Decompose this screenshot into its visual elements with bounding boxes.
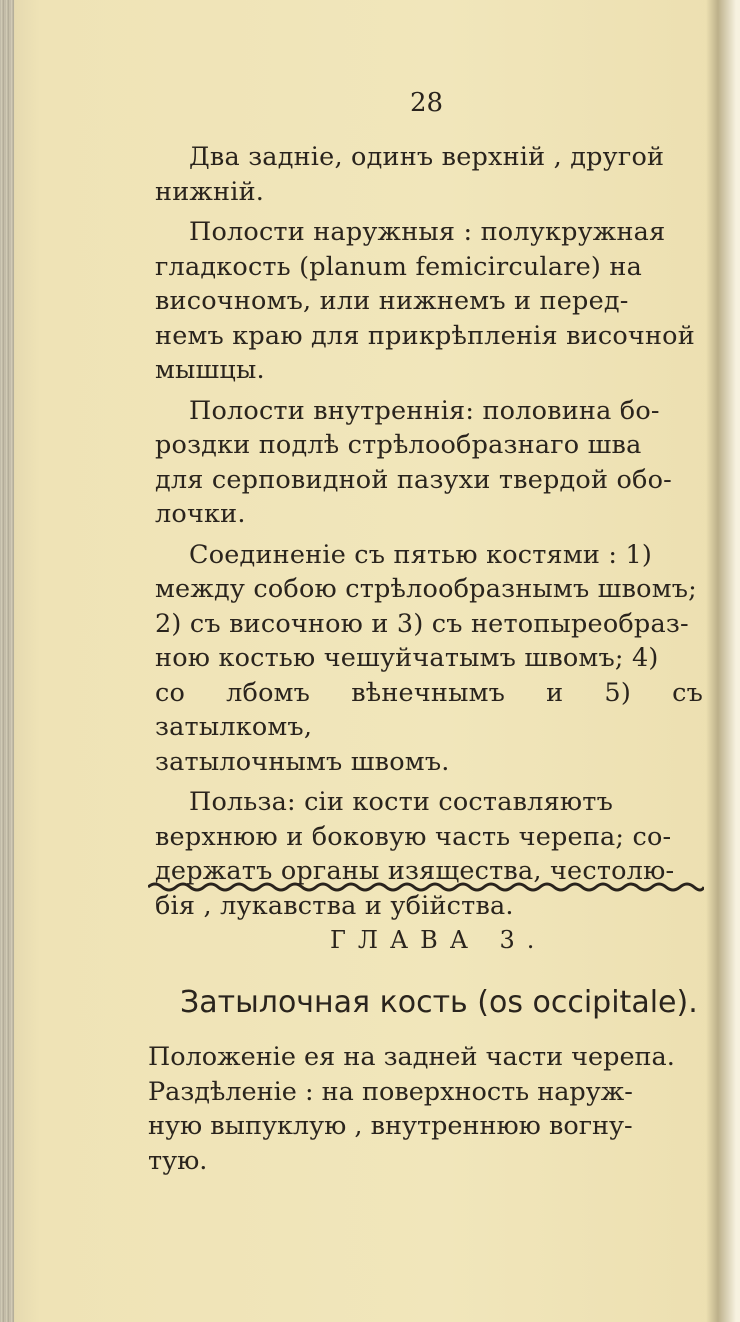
chapter-heading: ГЛАВА 3.	[330, 926, 547, 954]
page-edge-left	[0, 0, 14, 1322]
paragraph: Соединеніе съ пятью костями : 1) между собою стрѣлообразнымъ швомъ; 2) съ височною и 3) съ нетопыреобраз- ною костью чешуйчатымъ швомъ; 4) со лбомъ вѣнечнымъ и 5) съ затылкомъ, затылочнымъ швомъ.	[155, 539, 703, 777]
paragraph: Положеніе ея на задней части черепа. Раздѣленіе : на поверхность наруж- ную выпуклую , внутреннюю вогну- тую.	[148, 1042, 675, 1176]
paragraph: Польза: сіи кости составляютъ верхнюю и боковую часть черепа; со- держатъ органы изящества, честолю- бія , лукавства и убійства.	[155, 787, 675, 921]
body-text	[155, 140, 703, 929]
paragraph: Два задніе, одинъ верхній , другой нижній.	[155, 142, 665, 207]
page-number: 28	[410, 88, 444, 118]
ornamental-divider	[148, 880, 704, 894]
paragraph: Полости наружныя : полукружная гладкость (planum femicirculare) на височномъ, или нижнемъ и перед- немъ краю для прикрѣпленія височной мышцы.	[155, 217, 695, 385]
paragraph: Полости внутреннія: половина бо- роздки подлѣ стрѣлообразнаго шва для серповидной пазухи твердой обо- лочки.	[155, 395, 672, 529]
chapter-title: Затылочная кость (os occipitale).	[180, 985, 698, 1020]
body-text-2	[148, 1040, 704, 1178]
page-edge-right	[706, 0, 740, 1322]
